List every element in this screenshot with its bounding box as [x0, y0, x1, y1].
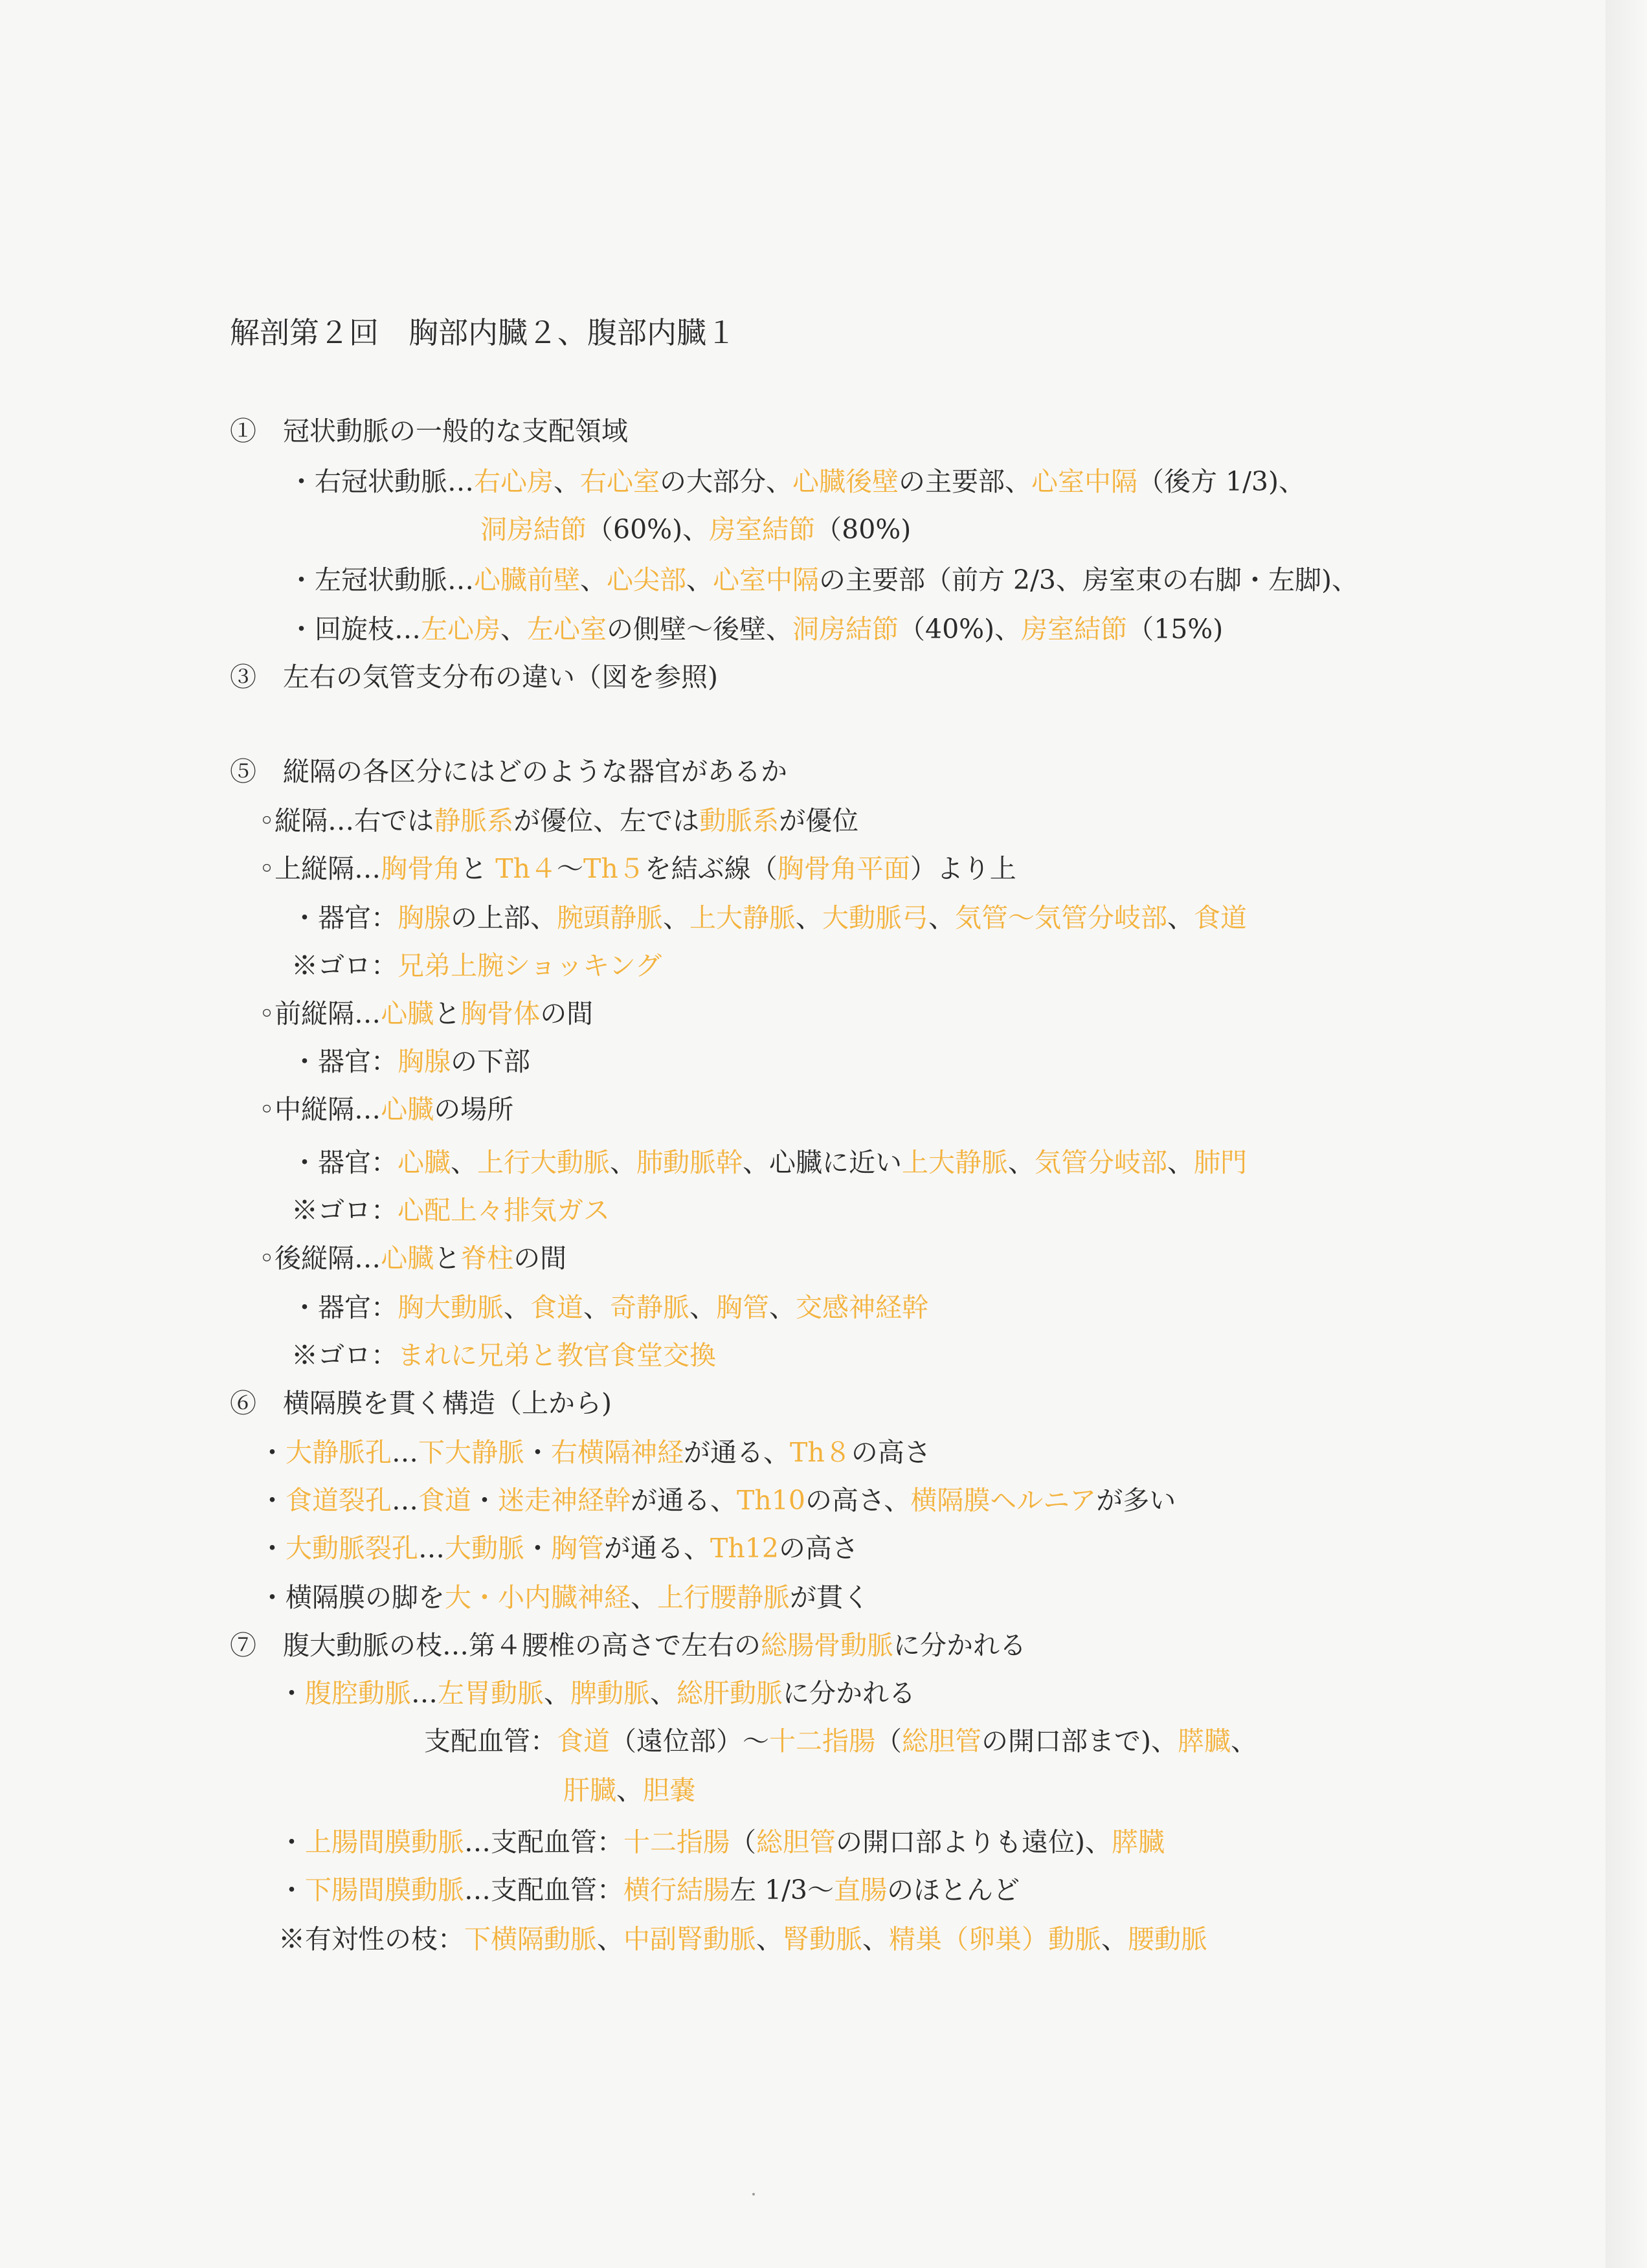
text-segment: 、: [756, 1924, 783, 1955]
highlighted-term: 脾動脈: [570, 1678, 650, 1709]
highlighted-term: 気管分岐部: [1035, 1147, 1167, 1178]
text-segment: 、: [689, 1292, 716, 1323]
text-segment: ※ゴロ：: [291, 950, 398, 981]
text-segment: が多い: [1096, 1485, 1176, 1516]
text-segment: 、: [928, 902, 955, 933]
highlighted-term: 胸骨角: [381, 853, 461, 884]
text-segment: ・: [278, 1678, 305, 1709]
text-segment: 、: [616, 1775, 643, 1806]
text-segment: …: [392, 1437, 418, 1468]
highlighted-term: 心臓前壁: [474, 564, 580, 595]
highlighted-term: 総腸骨動脈: [761, 1630, 893, 1661]
highlighted-term: 下腸間膜動脈: [305, 1874, 464, 1906]
text-segment: 、: [796, 902, 822, 933]
text-segment: ・: [259, 1533, 286, 1564]
text-segment: に分かれる: [893, 1630, 1026, 1661]
text-line: [230, 755, 787, 788]
text-segment: （15%): [1127, 614, 1224, 645]
text-segment: 、: [451, 1147, 477, 1178]
text-segment: ・: [259, 1437, 286, 1468]
highlighted-term: 心臓: [381, 998, 434, 1029]
highlighted-term: 下横隔動脈: [464, 1924, 597, 1955]
highlighted-term: 心臓後壁: [792, 466, 899, 497]
text-segment: の高さ: [778, 1533, 858, 1564]
highlighted-term: 大静脈孔: [286, 1437, 392, 1468]
text-line: [278, 1873, 1020, 1907]
text-line: [563, 1773, 696, 1807]
highlighted-term: 洞房結節: [480, 514, 587, 545]
text-segment: （40%)、: [899, 614, 1022, 645]
text-segment: が優位、左では: [513, 805, 700, 836]
highlighted-term: 大動脈裂孔: [286, 1533, 418, 1564]
text-line: [259, 1436, 931, 1469]
text-segment: ① 冠状動脈の一般的な支配領域: [230, 416, 628, 447]
highlighted-term: 心臓: [398, 1147, 451, 1178]
highlighted-term: 胸管: [551, 1533, 604, 1564]
highlighted-term: 横隔膜ヘルニア: [910, 1485, 1097, 1516]
highlighted-term: Th10: [737, 1485, 805, 1516]
text-segment: 、: [769, 1292, 796, 1323]
highlighted-term: 腰動脈: [1128, 1924, 1207, 1955]
page-edge: [1606, 0, 1647, 2268]
highlighted-term: 奇静脈: [610, 1292, 689, 1323]
highlighted-term: 上行腰静脈: [657, 1582, 790, 1613]
text-segment: 、: [597, 1924, 623, 1955]
text-line: [259, 804, 858, 838]
text-segment: （: [875, 1726, 902, 1757]
text-segment: の開口部まで)、: [981, 1726, 1178, 1757]
text-segment: のほとんど: [887, 1874, 1020, 1906]
highlighted-term: 総肝動脈: [677, 1678, 783, 1709]
highlighted-term: 横行結腸: [623, 1874, 730, 1906]
text-segment: ※ゴロ：: [291, 1195, 398, 1226]
text-line: [288, 612, 1223, 646]
text-segment: に分かれる: [783, 1678, 915, 1709]
text-segment: ◦後縦隔…: [259, 1243, 381, 1274]
text-line: [291, 1291, 928, 1324]
text-segment: …: [411, 1678, 438, 1709]
text-line: [278, 1825, 1165, 1859]
text-line: [230, 1386, 612, 1420]
text-segment: 左 1/3～: [730, 1874, 835, 1906]
highlighted-term: 上大静脈: [689, 902, 796, 933]
text-segment: 支配血管：: [424, 1726, 557, 1757]
highlighted-term: 上行大動脈: [477, 1147, 610, 1178]
highlighted-term: Th８: [790, 1437, 851, 1468]
text-line: [259, 1531, 858, 1565]
text-line: [259, 1581, 869, 1614]
highlighted-term: 食道: [557, 1726, 610, 1757]
text-segment: 、: [650, 1678, 677, 1709]
highlighted-term: 心臓: [381, 1243, 434, 1274]
text-segment: が通る、: [631, 1485, 737, 1516]
text-segment: ◦中縦隔…: [259, 1094, 381, 1125]
text-segment: …支配血管：: [464, 1874, 623, 1906]
highlighted-term: 交感神経幹: [796, 1292, 928, 1323]
text-segment: 、: [610, 1147, 636, 1178]
text-segment: ⑦ 腹大動脈の枝…第４腰椎の高さで左右の: [230, 1630, 761, 1661]
text-line: [278, 1922, 1207, 1956]
text-segment: が貫く: [790, 1582, 869, 1613]
text-segment: ・器官：: [291, 1046, 398, 1077]
text-segment: 、: [631, 1582, 657, 1613]
highlighted-term: 食道裂孔: [286, 1485, 392, 1516]
text-segment: と: [460, 853, 496, 884]
highlighted-term: Th４: [495, 853, 557, 884]
highlighted-term: 静脈系: [434, 805, 514, 836]
text-line: [288, 465, 1305, 498]
highlighted-term: 十二指腸: [623, 1827, 730, 1858]
highlighted-term: 心室中隔: [1031, 466, 1137, 497]
highlighted-term: 肝臓: [563, 1775, 616, 1806]
text-segment: 、: [500, 614, 527, 645]
highlighted-term: 膵臓: [1178, 1726, 1231, 1757]
highlighted-term: 胸腺: [398, 1046, 451, 1077]
text-segment: （後方 1/3)、: [1137, 466, 1306, 497]
text-segment: ・器官：: [291, 1147, 398, 1178]
highlighted-term: 腎動脈: [783, 1924, 862, 1955]
text-segment: ※ゴロ：: [291, 1340, 398, 1371]
highlighted-term: 大動脈: [445, 1533, 524, 1564]
text-segment: 、: [1167, 902, 1194, 933]
text-segment: ・: [278, 1827, 305, 1858]
highlighted-term: Th12: [710, 1533, 779, 1564]
text-segment: 、: [583, 1292, 610, 1323]
text-segment: ・左冠状動脈…: [288, 564, 474, 595]
text-segment: ・右冠状動脈…: [288, 466, 474, 497]
text-line: [291, 1045, 530, 1078]
highlighted-term: 胸骨体: [460, 998, 541, 1029]
text-line: [291, 1146, 1247, 1179]
text-segment: ・: [524, 1533, 551, 1564]
highlighted-term: 気管～気管分岐部: [955, 902, 1167, 933]
text-segment: が優位: [779, 805, 859, 836]
highlighted-term: 上大静脈: [902, 1147, 1008, 1178]
text-segment: ）より上: [910, 853, 1016, 884]
highlighted-term: 総胆管: [756, 1827, 836, 1858]
highlighted-term: 食道: [530, 1292, 583, 1323]
text-segment: 、: [686, 564, 713, 595]
text-line: [291, 901, 1247, 935]
text-line: [259, 1093, 513, 1126]
highlighted-term: 左胃動脈: [438, 1678, 544, 1709]
text-segment: と: [434, 1243, 461, 1274]
text-segment: 、: [580, 564, 607, 595]
highlighted-term: 房室結節: [709, 514, 816, 545]
highlighted-term: 右横隔神経: [551, 1437, 684, 1468]
text-line: [230, 1629, 1026, 1662]
text-segment: の高さ、: [805, 1485, 911, 1516]
text-segment: ～: [557, 853, 583, 884]
text-segment: …: [418, 1533, 445, 1564]
highlighted-term: 大・小内臓神経: [445, 1582, 631, 1613]
text-segment: と: [434, 998, 461, 1029]
text-segment: の間: [540, 998, 594, 1029]
highlighted-term: 洞房結節: [792, 614, 899, 645]
text-segment: …支配血管：: [464, 1827, 623, 1858]
text-segment: ・: [471, 1485, 498, 1516]
highlighted-term: 胸大動脈: [398, 1292, 504, 1323]
text-segment: ・: [278, 1874, 305, 1906]
text-line: [230, 660, 718, 694]
text-segment: ③ 左右の気管支分布の違い（図を参照): [230, 662, 718, 693]
text-segment: 、: [1008, 1147, 1035, 1178]
highlighted-term: 兄弟上腕ショッキング: [398, 950, 662, 981]
text-line: [259, 1241, 566, 1275]
highlighted-term: 精巣（卵巣）動脈: [889, 1924, 1101, 1955]
text-segment: が通る、: [604, 1533, 710, 1564]
text-segment: …: [392, 1485, 418, 1516]
text-segment: ・器官：: [291, 1292, 398, 1323]
text-line: [259, 997, 593, 1030]
text-segment: （: [730, 1827, 756, 1858]
highlighted-term: 腕頭静脈: [557, 902, 663, 933]
text-segment: の場所: [434, 1094, 514, 1125]
highlighted-term: 脊柱: [460, 1243, 514, 1274]
highlighted-term: 心室中隔: [713, 564, 819, 595]
highlighted-term: 胸管: [716, 1292, 769, 1323]
highlighted-term: 房室結節: [1021, 614, 1128, 645]
text-line: [291, 1339, 716, 1372]
highlighted-term: 左心房: [421, 614, 500, 645]
text-line: [424, 1724, 1257, 1758]
text-segment: 、: [1101, 1924, 1128, 1955]
text-segment: が通る、: [684, 1437, 790, 1468]
highlighted-term: 胸腺: [398, 902, 451, 933]
text-segment: 、心臓に近い: [743, 1147, 902, 1178]
text-line: [291, 1194, 610, 1227]
text-segment: の大部分、: [660, 466, 792, 497]
highlighted-term: 総胆管: [902, 1726, 981, 1757]
text-segment: ・回旋枝…: [288, 614, 421, 645]
highlighted-term: 右心房: [474, 466, 554, 497]
text-segment: の下部: [451, 1046, 530, 1077]
highlighted-term: 心配上々排気ガス: [398, 1195, 610, 1226]
text-segment: ※有対性の枝：: [278, 1924, 464, 1955]
text-segment: ・横隔膜の脚を: [259, 1582, 445, 1613]
text-segment: 、: [504, 1292, 530, 1323]
text-segment: の上部、: [451, 902, 557, 933]
text-line: [288, 563, 1358, 597]
highlighted-term: 腹腔動脈: [305, 1678, 411, 1709]
text-segment: ◦前縦隔…: [259, 998, 381, 1029]
text-segment: ・: [524, 1437, 551, 1468]
highlighted-term: 胸骨角平面: [777, 853, 910, 884]
text-segment: を結ぶ線（: [644, 853, 778, 884]
text-segment: 、: [554, 466, 580, 497]
text-line: [259, 852, 1016, 885]
text-segment: の側壁～後壁、: [607, 614, 792, 645]
text-line: [480, 513, 911, 546]
text-segment: （60%)、: [587, 514, 710, 545]
highlighted-term: 左心室: [527, 614, 607, 645]
highlighted-term: 肺門: [1194, 1147, 1247, 1178]
highlighted-term: Th５: [583, 853, 645, 884]
highlighted-term: 大動脈弓: [822, 902, 928, 933]
highlighted-term: 動脈系: [699, 805, 779, 836]
text-segment: ◦上縦隔…: [259, 853, 381, 884]
scan-speck: [752, 2193, 755, 2196]
highlighted-term: 食道: [418, 1485, 471, 1516]
highlighted-term: 肺動脈幹: [636, 1147, 743, 1178]
text-segment: 、: [862, 1924, 889, 1955]
text-segment: 、: [1231, 1726, 1257, 1757]
text-segment: の主要部、: [899, 466, 1031, 497]
text-line: [259, 1484, 1176, 1517]
text-segment: の間: [513, 1243, 567, 1274]
highlighted-term: 膵臓: [1112, 1827, 1165, 1858]
text-line: [278, 1676, 915, 1710]
text-line: [291, 949, 662, 983]
text-segment: ・: [259, 1485, 286, 1516]
text-segment: ・器官：: [291, 902, 398, 933]
highlighted-term: 下大静脈: [418, 1437, 524, 1468]
text-segment: の開口部よりも遠位)、: [836, 1827, 1112, 1858]
text-line: [230, 414, 628, 448]
highlighted-term: まれに兄弟と教官食堂交換: [398, 1340, 716, 1371]
text-segment: （80%): [815, 514, 912, 545]
highlighted-term: 中副腎動脈: [623, 1924, 756, 1955]
highlighted-term: 胆嚢: [643, 1775, 696, 1806]
highlighted-term: 上腸間膜動脈: [305, 1827, 464, 1858]
highlighted-term: 心臓: [381, 1094, 434, 1125]
highlighted-term: 食道: [1194, 902, 1247, 933]
highlighted-term: 直腸: [834, 1874, 888, 1906]
text-segment: 、: [1167, 1147, 1194, 1178]
highlighted-term: 十二指腸: [769, 1726, 875, 1757]
text-segment: 、: [663, 902, 689, 933]
text-segment: 解剖第２回 胸部内臓２、腹部内臓１: [230, 315, 736, 350]
highlighted-term: 右心室: [580, 466, 660, 497]
highlighted-term: 心尖部: [607, 564, 686, 595]
text-segment: 、: [544, 1678, 570, 1709]
text-segment: ◦縦隔…右では: [259, 805, 434, 836]
text-segment: の高さ: [851, 1437, 931, 1468]
page-title: [230, 316, 736, 350]
text-segment: の主要部（前方 2/3、房室束の右脚・左脚)、: [819, 564, 1359, 595]
text-segment: ⑥ 横隔膜を貫く構造（上から): [230, 1388, 612, 1419]
text-segment: ⑤ 縦隔の各区分にはどのような器官があるか: [230, 756, 787, 787]
text-segment: （遠位部）～: [610, 1726, 769, 1757]
highlighted-term: 迷走神経幹: [498, 1485, 631, 1516]
